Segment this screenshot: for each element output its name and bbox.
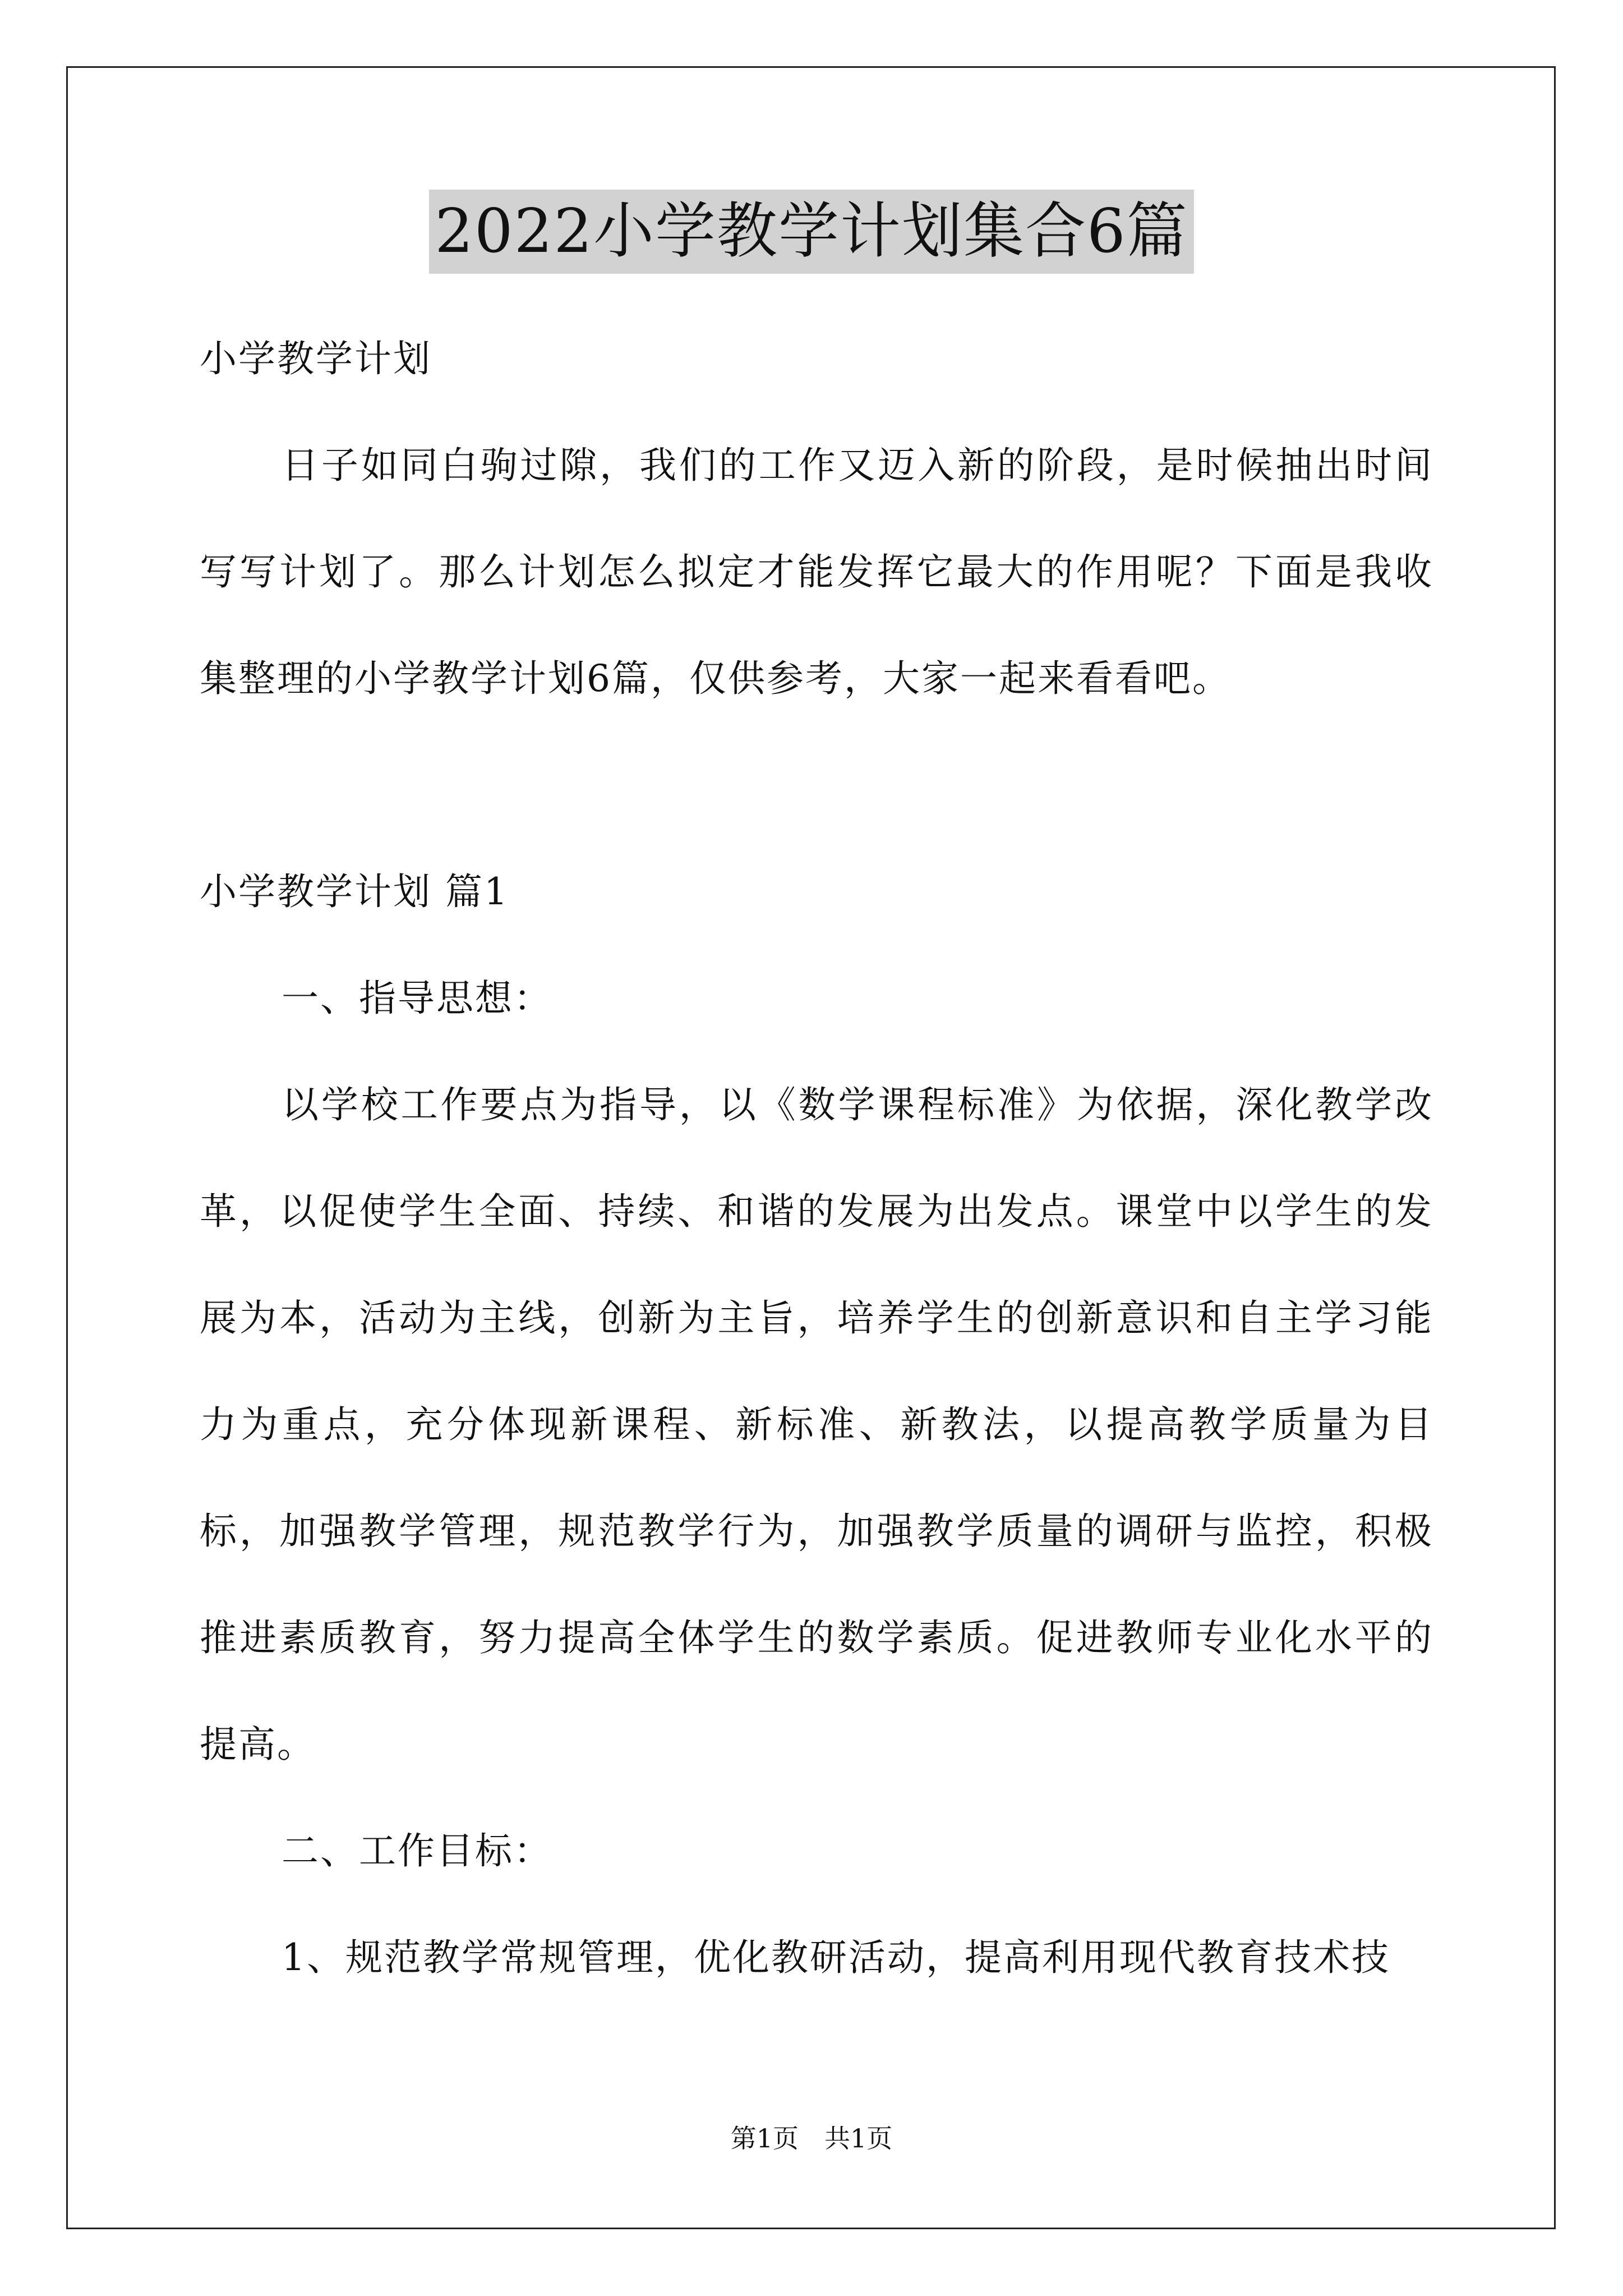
document-body	[200, 306, 1433, 2011]
part-heading: 小学教学计划 篇1	[200, 870, 509, 913]
page-total: 共1页	[824, 2123, 893, 2154]
document-title: 2022小学教学计划集合6篇	[429, 190, 1194, 274]
goals-heading: 二、工作目标：	[282, 1829, 552, 1872]
page-footer	[0, 2122, 1623, 2155]
page-number: 第1页	[730, 2123, 799, 2154]
intro-paragraph: 日子如同白驹过隙，我们的工作又迈入新的阶段，是时候抽出时间写写计划了。那么计划怎么拟定才能发挥它最大的作用呢？下面是我收集整理的小学教学计划6篇，仅供参考，大家一起来看看吧。	[200, 444, 1433, 700]
guiding-heading: 一、指导思想：	[282, 977, 552, 1020]
title-container	[0, 190, 1623, 274]
section-heading: 小学教学计划	[200, 337, 432, 380]
guiding-paragraph: 以学校工作要点为指导，以《数学课程标准》为依据，深化教学改革，以促使学生全面、持续、和谐的发展为出发点。课堂中以学生的发展为本，活动为主线，创新为主旨，培养学生的创新意识和自主学习能力为重点，充分体现新课程、新标准、新教法，以提高教学质量为目标，加强教学管理，规范教学行为，加强教学质量的调研与监控，积极推进素质教育，努力提高全体学生的数学素质。促进教师专业化水平的提高。	[200, 1083, 1433, 1766]
goal-item-1: 1、规范教学常规管理，优化教研活动，提高利用现代教育技术技	[282, 1936, 1390, 1979]
